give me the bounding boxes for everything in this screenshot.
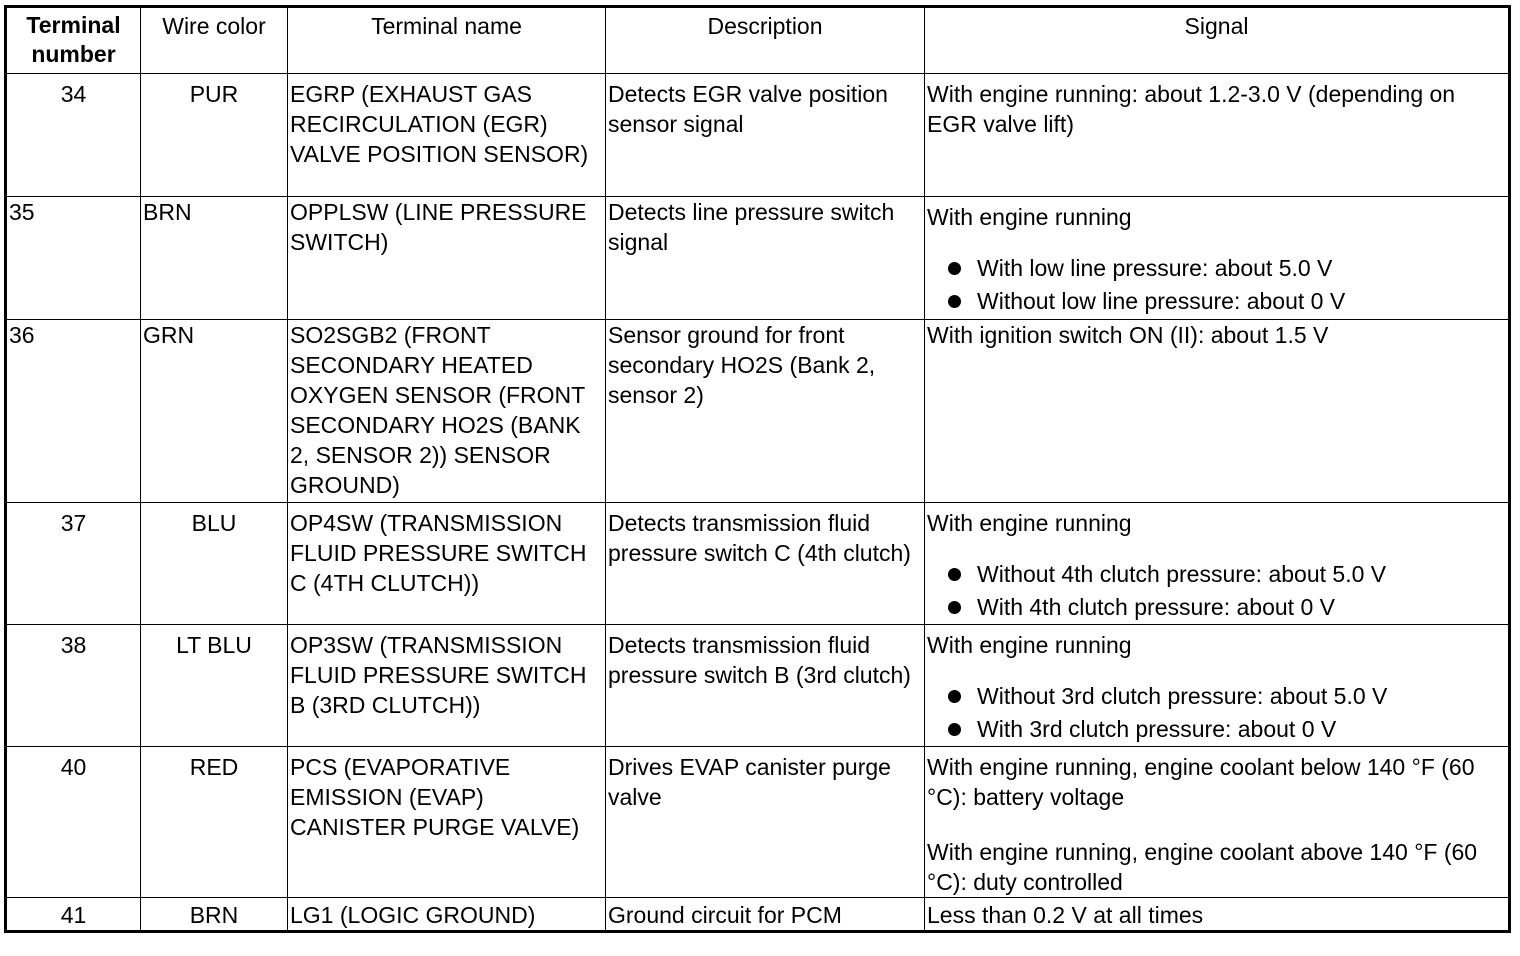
signal-cell: [925, 747, 1510, 898]
wire-color: LT BLU: [176, 632, 252, 658]
signal-paragraph: With engine running, engine coolant above 140 °F (60 °C): duty controlled: [927, 839, 1478, 895]
description-cell: [606, 320, 925, 503]
header-signal: Signal: [925, 7, 1510, 74]
table-row: [6, 747, 1510, 898]
signal-bullet-list: [927, 558, 1506, 624]
bullet-icon: [948, 568, 961, 581]
signal-bullet: With low line pressure: about 5.0 V: [927, 252, 1506, 285]
terminal-number-cell: [6, 74, 141, 197]
description-cell: [606, 625, 925, 747]
description: Drives EVAP canister purge valve: [608, 754, 891, 810]
terminal-number-cell: [6, 747, 141, 898]
terminal-number: 37: [60, 510, 87, 536]
wire-color-cell: [141, 503, 288, 625]
signal-text: With engine running: about 1.2-3.0 V (depending on EGR valve lift): [927, 81, 1456, 137]
signal-cell: [925, 197, 1510, 320]
signal-intro: With engine running: [927, 632, 1132, 658]
description: Detects line pressure switch signal: [608, 199, 895, 255]
terminal-number: 41: [60, 902, 87, 928]
signal-intro: With engine running: [927, 510, 1132, 536]
wire-color: RED: [189, 754, 239, 780]
table-row: [6, 625, 1510, 747]
table-row: [6, 74, 1510, 197]
wire-color-cell: [141, 197, 288, 320]
signal-cell: [925, 625, 1510, 747]
header-terminal-name: Terminal name: [288, 7, 606, 74]
signal-text: Less than 0.2 V at all times: [927, 902, 1204, 928]
terminal-number-cell: [6, 320, 141, 503]
terminal-name-cell: [288, 898, 606, 932]
signal-cell: [925, 320, 1510, 503]
terminal-number: 36: [9, 322, 35, 348]
wire-color: BLU: [191, 510, 237, 536]
bullet-icon: [948, 723, 961, 736]
signal-bullet: Without 4th clutch pressure: about 5.0 V: [927, 558, 1506, 591]
terminal-name: OP4SW (TRANSMISSION FLUID PRESSURE SWITCH C (4TH CLUTCH)): [290, 510, 587, 596]
description-cell: [606, 503, 925, 625]
description: Ground circuit for PCM: [608, 902, 842, 928]
description-cell: [606, 197, 925, 320]
description: Sensor ground for front secondary HO2S (Bank 2, sensor 2): [608, 322, 876, 408]
terminal-table: [4, 5, 1511, 933]
signal-bullet-list: [927, 680, 1506, 746]
description: Detects transmission fluid pressure switch B (3rd clutch): [608, 632, 911, 688]
wire-color: BRN: [189, 902, 239, 928]
header-wire-color: Wire color: [141, 7, 288, 74]
description: Detects EGR valve position sensor signal: [608, 81, 888, 137]
signal-bullet-list: [927, 252, 1506, 318]
table-row: [6, 898, 1510, 932]
terminal-name-cell: [288, 747, 606, 898]
terminal-name-cell: [288, 197, 606, 320]
wire-color-cell: [141, 747, 288, 898]
table-header-row: [6, 7, 1510, 74]
terminal-number-cell: [6, 625, 141, 747]
signal-text: With ignition switch ON (II): about 1.5 V: [927, 322, 1329, 348]
terminal-name-cell: [288, 74, 606, 197]
terminal-name: OP3SW (TRANSMISSION FLUID PRESSURE SWITCH B (3RD CLUTCH)): [290, 632, 587, 718]
terminal-number: 35: [9, 199, 35, 225]
terminal-number: 38: [60, 632, 87, 658]
table-row: [6, 197, 1510, 320]
table-row: [6, 320, 1510, 503]
terminal-name: OPPLSW (LINE PRESSURE SWITCH): [290, 199, 587, 255]
wire-color: PUR: [189, 81, 239, 107]
wire-color-cell: [141, 898, 288, 932]
wire-color: BRN: [143, 199, 192, 225]
terminal-name: LG1 (LOGIC GROUND): [290, 902, 536, 928]
header-terminal-number: Terminal number: [6, 7, 141, 74]
terminal-name: EGRP (EXHAUST GAS RECIRCULATION (EGR) VALVE POSITION SENSOR): [290, 81, 589, 167]
description-cell: [606, 747, 925, 898]
bullet-icon: [948, 262, 961, 275]
terminal-name-cell: [288, 625, 606, 747]
bullet-icon: [948, 690, 961, 703]
bullet-icon: [948, 295, 961, 308]
wire-color-cell: [141, 74, 288, 197]
terminal-number-cell: [6, 197, 141, 320]
terminal-name: SO2SGB2 (FRONT SECONDARY HEATED OXYGEN SENSOR (FRONT SECONDARY HO2S (BANK 2, SENSOR 2)) SENSOR GROUND): [290, 322, 585, 498]
signal-bullet: With 4th clutch pressure: about 0 V: [927, 591, 1506, 624]
description: Detects transmission fluid pressure switch C (4th clutch): [608, 510, 911, 566]
wire-color-cell: [141, 625, 288, 747]
wire-color-cell: [141, 320, 288, 503]
description-cell: [606, 898, 925, 932]
terminal-number: 40: [60, 754, 87, 780]
terminal-name: PCS (EVAPORATIVE EMISSION (EVAP) CANISTER PURGE VALVE): [290, 754, 580, 840]
signal-cell: [925, 503, 1510, 625]
signal-paragraph: With engine running, engine coolant below 140 °F (60 °C): battery voltage: [927, 754, 1475, 810]
terminal-number-cell: [6, 898, 141, 932]
bullet-icon: [948, 601, 961, 614]
terminal-number: 34: [60, 81, 87, 107]
terminal-name-cell: [288, 503, 606, 625]
header-description: Description: [606, 7, 925, 74]
description-cell: [606, 74, 925, 197]
table-row: [6, 503, 1510, 625]
signal-bullet: Without 3rd clutch pressure: about 5.0 V: [927, 680, 1506, 713]
signal-intro: With engine running: [927, 204, 1132, 230]
signal-cell: [925, 898, 1510, 932]
wire-color: GRN: [143, 322, 195, 348]
terminal-number-cell: [6, 503, 141, 625]
signal-bullet: Without low line pressure: about 0 V: [927, 285, 1506, 318]
signal-cell: [925, 74, 1510, 197]
terminal-name-cell: [288, 320, 606, 503]
signal-bullet: With 3rd clutch pressure: about 0 V: [927, 713, 1506, 746]
